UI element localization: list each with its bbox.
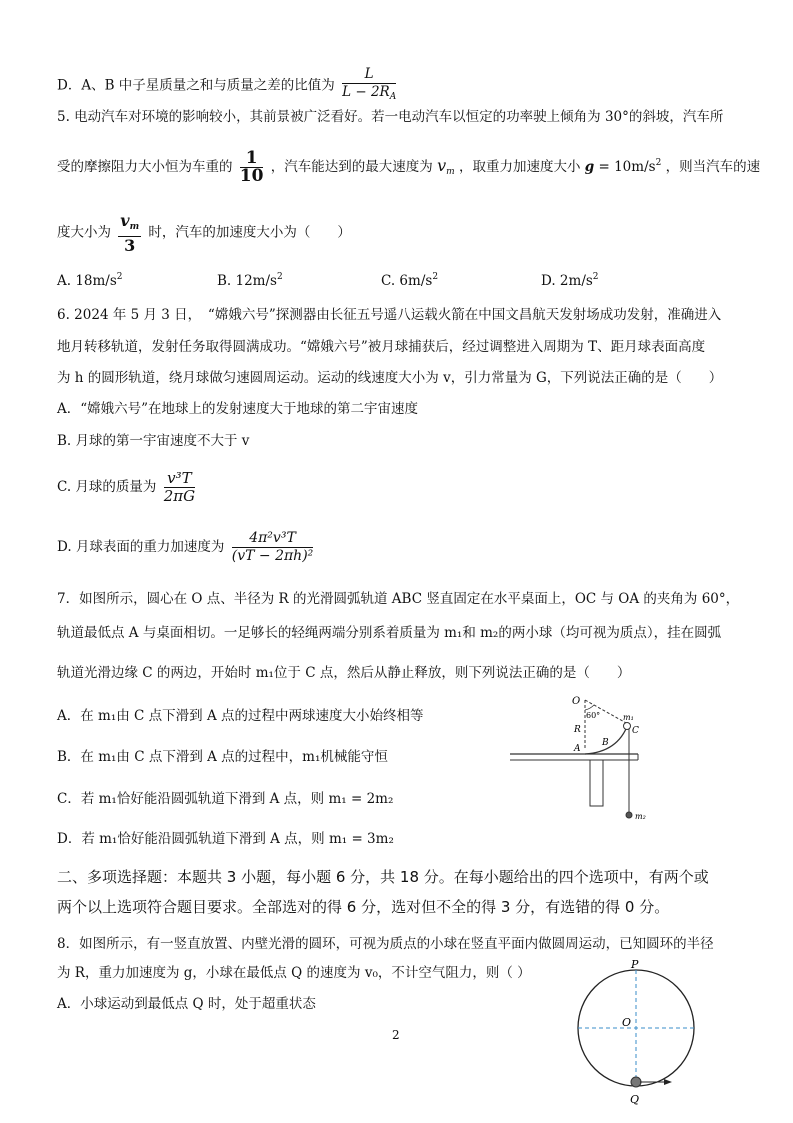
q4-frac-den-sub: A [389,92,397,102]
q7-figure [510,690,670,830]
q4-fraction [342,66,396,106]
q5-option-d: D. 2m/s [541,273,593,289]
q6-line-2: 地月转移轨道，发射任务取得圆满成功。“嫦娥六号”被月球捕获后，经过调整进入周期为 T、距月球表面高度 [57,339,706,355]
q5-line-2b: ，汽车能达到的最大速度为 [270,159,433,175]
q6-option-c-text: C. 月球的质量为 [57,479,157,495]
q8-option-a: A．小球运动到最低点 Q 时，处于超重状态 [57,996,316,1012]
q7-ball-m2 [626,812,632,818]
q5-option-b-sup: 2 [276,272,283,282]
section-2-line-2: 两个以上选项符合题目要求。全部选对的得 6 分，选对但不全的得 3 分，有选错的得 0 分。 [57,898,670,916]
q5-line-3b: 时，汽车的加速度大小为（ ） [148,224,351,241]
q7-table-leg [590,760,603,806]
q8-ball [631,1077,641,1087]
page-number: 2 [392,1028,400,1042]
q7-label-c: C [632,726,639,736]
q5-option-c-sup: 2 [432,272,439,282]
q5-line-2a: 受的摩擦阻力大小恒为车重的 [57,159,233,175]
q5-f1-den: 10 [239,166,264,186]
q6-c-fraction [164,470,195,505]
q5-g-val: = 10m/s [594,159,656,175]
q7-ball-m1 [624,723,631,730]
q6-c-den: 2πG [163,487,196,505]
q7-label-m2: m₂ [635,812,646,821]
q4-frac-den: L − 2R [342,84,390,100]
q5-vm-sub: m [446,167,455,177]
q7-label-angle: 60° [586,711,601,720]
q7-label-a: A [574,744,581,754]
q4-option-d-text: D．A、B 中子星质量之和与质量之差的比值为 [57,77,335,94]
q8-label-q: Q [630,1093,640,1106]
q5-g: g [584,159,595,175]
q7-line-3: 轨道光滑边缘 C 的两边，开始时 m₁位于 C 点，然后从静止释放，则下列说法正确的是（ ） [57,665,631,681]
q8-arrow-head [664,1079,672,1085]
q5-option-b: B. 12m/s [217,273,277,289]
q7-line-1: 7．如图所示，圆心在 O 点、半径为 R 的光滑圆弧轨道 ABC 竖直固定在水平桌面上，OC 与 OA 的夹角为 60°， [57,591,740,607]
q7-label-o: O [572,696,581,707]
q5-line-2 [57,150,760,185]
q5-option-a-sup: 2 [116,272,123,282]
q6-option-d [57,530,316,565]
q7-option-a: A．在 m₁由 C 点下滑到 A 点的过程中两球速度大小始终相等 [57,708,424,724]
q8-line-1: 8．如图所示，有一竖直放置、内壁光滑的圆环，可视为质点的小球在竖直平面内做圆周运动，已知圆环的半径 [57,936,714,952]
q5-option-a: A. 18m/s [57,273,117,289]
q5-fraction-vm-3 [118,212,141,254]
q7-line-2: 轨道最低点 A 与桌面相切。一足够长的轻绳两端分别系着质量为 m₁和 m₂的两小球（均可视为质点），挂在圆弧 [57,625,722,641]
q5-line-3 [57,212,351,254]
q7-label-b: B [602,738,609,748]
q5-f1-num: 1 [240,150,264,168]
q8-line-2: 为 R，重力加速度为 g，小球在最低点 Q 的速度为 v₀，不计空气阻力，则（ ） [57,965,531,981]
q4-option-d [57,66,399,106]
q8-label-p: P [631,960,639,971]
q5-f2-den: 3 [124,236,136,255]
q5-line-2c: ，取重力加速度大小 [458,159,581,175]
q4-frac-num: L [342,66,396,84]
q8-figure [568,960,708,1120]
q6-option-a: A．“嫦娥六号”在地球上的发射速度大于地球的第二宇宙速度 [57,401,419,417]
q6-option-c [57,470,198,505]
q6-line-1: 6. 2024 年 5 月 3 日， “嫦娥六号”探测器由长征五号遥八运载火箭在中国文昌航天发射场成功发射，准确进入 [57,307,722,323]
q5-option-c: C. 6m/s [381,273,433,289]
q6-d-den: (vT − 2πh)² [231,548,314,564]
q5-option-d-sup: 2 [592,272,599,282]
q6-option-d-text: D. 月球表面的重力加速度为 [57,539,225,555]
q5-line-2d: ，则当汽车的速 [665,159,761,175]
q7-label-r: R [574,725,581,735]
q7-option-d: D．若 m₁恰好能沿圆弧轨道下滑到 A 点，则 m₁ = 3m₂ [57,831,394,847]
q7-angle-arc [585,705,594,710]
q6-d-fraction [232,530,314,565]
q5-vm: v [437,156,447,175]
q5-line-1: 5. 电动汽车对环境的影响较小，其前景被广泛看好。若一电动汽车以恒定的功率驶上倾角为 30°的斜坡，汽车所 [57,109,724,125]
q7-option-c: C．若 m₁恰好能沿圆弧轨道下滑到 A 点，则 m₁ = 2m₂ [57,791,394,807]
q5-line-3a: 度大小为 [57,224,111,241]
q7-label-m1: m₁ [623,713,634,722]
q6-line-3: 为 h 的圆形轨道，绕月球做匀速圆周运动。运动的线速度大小为 v，引力常量为 G，下列说法正确的是（ ） [57,370,723,386]
q5-fraction-1-10 [240,150,264,185]
section-2-line-1: 二、多项选择题：本题共 3 小题，每小题 6 分，共 18 分。在每小题给出的四个选项中，有两个或 [57,868,709,886]
q5-f2-num-sub: m [129,222,140,232]
q7-option-b: B．在 m₁由 C 点下滑到 A 点的过程中，m₁机械能守恒 [57,749,388,765]
q5-f2-num: v [120,211,130,230]
q6-c-num: v³T [164,470,195,488]
q8-label-o: O [622,1016,632,1029]
q5-g-sup: 2 [655,158,662,168]
q6-d-num: 4π²v³T [232,530,314,548]
q6-option-b: B. 月球的第一宇宙速度不大于 v [57,433,250,449]
